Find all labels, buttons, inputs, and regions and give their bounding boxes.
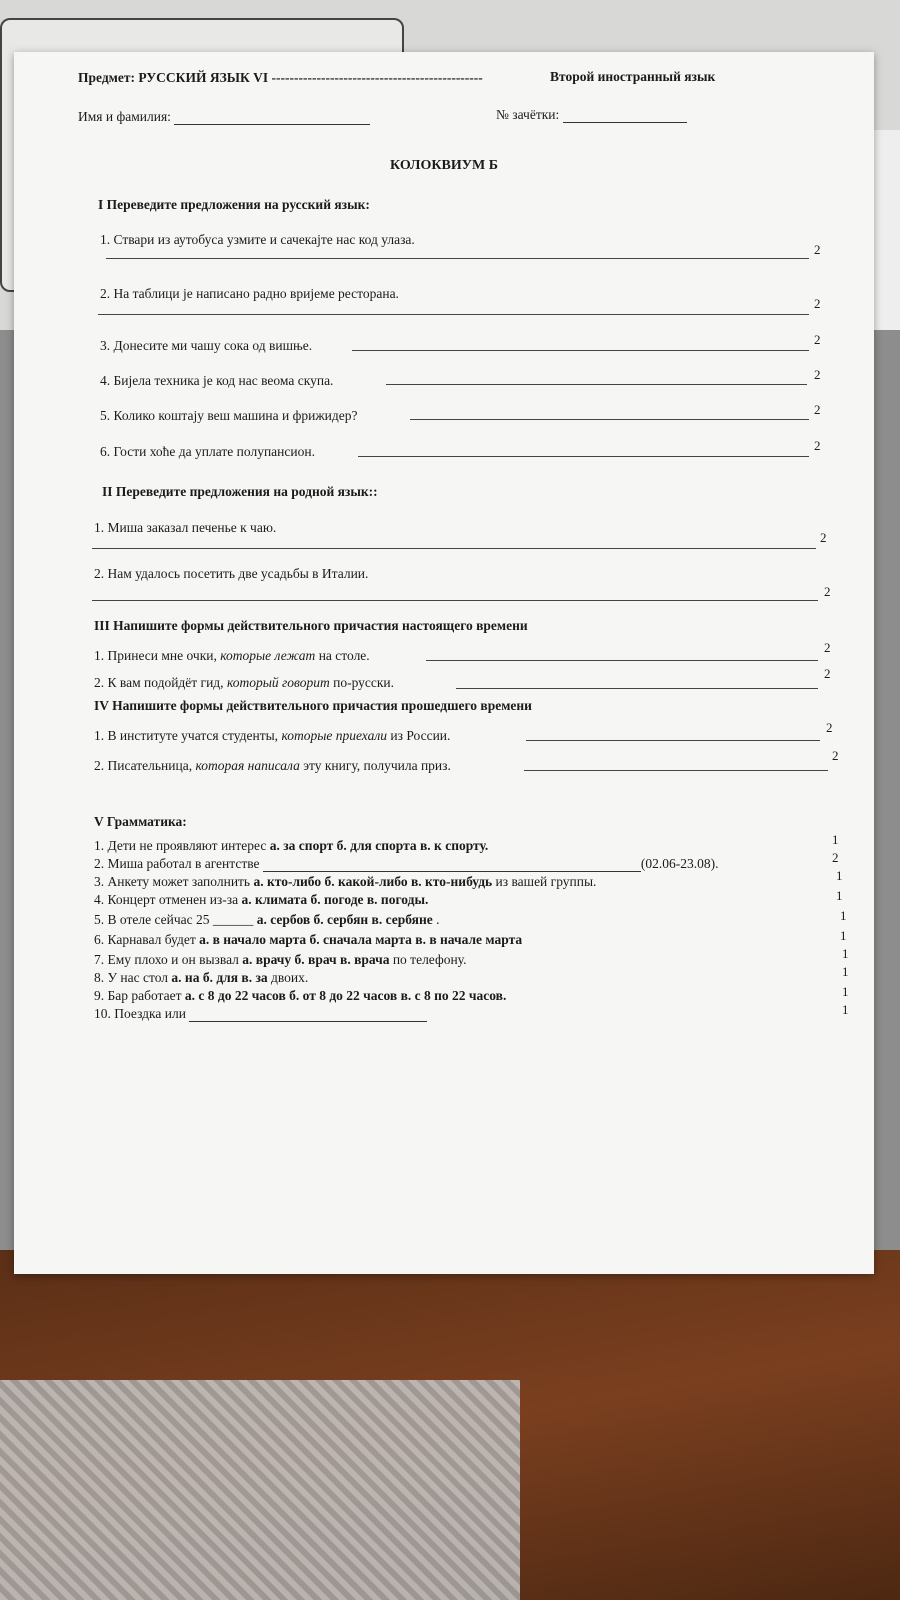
g-item-3-tail: из вашей группы. xyxy=(492,874,597,889)
g-item-1 xyxy=(94,838,488,854)
s1-item-1: 1. Ствари из аутобуса узмите и сачекајте нас код улаза. xyxy=(100,232,415,247)
s1-answer-line-4[interactable] xyxy=(386,384,807,385)
s4-item-1 xyxy=(94,728,450,744)
g-item-2 xyxy=(94,856,719,872)
g-item-7-tail: по телефону. xyxy=(389,952,467,967)
g-item-2-text: 2. Миша работал в агентстве xyxy=(94,856,263,871)
g-item-6 xyxy=(94,932,522,948)
background-cloth xyxy=(0,1380,520,1600)
s1-item-2: 2. На таблици је написано радно вријеме ресторана. xyxy=(100,286,399,301)
g-item-5-tail: . xyxy=(432,912,440,927)
g-item-3 xyxy=(94,874,596,890)
s4-item-1-pre: 1. В институте учатся студенты, xyxy=(94,728,282,743)
s1-item-4: 4. Бијела техника је код нас веома скупа. xyxy=(100,373,334,388)
id-field[interactable] xyxy=(563,122,687,123)
g-score-2: 2 xyxy=(832,850,839,865)
section5-heading: V Грамматика: xyxy=(94,814,187,829)
s3-answer-line-1[interactable] xyxy=(426,660,818,661)
name-label: Имя и фамилия: xyxy=(78,109,171,124)
section1-heading: I Переведите предложения на русский язык: xyxy=(98,197,370,212)
s1-answer-line-5[interactable] xyxy=(410,419,809,420)
s2-score-1: 2 xyxy=(820,530,827,545)
id-row xyxy=(496,107,687,123)
g-item-8 xyxy=(94,970,308,986)
section4-heading: IV Напишите формы действительного причастия прошедшего времени xyxy=(94,698,532,713)
g-score-7: 1 xyxy=(842,946,849,961)
g-item-5 xyxy=(94,912,440,928)
g-item-3-text: 3. Анкету может заполнить xyxy=(94,874,254,889)
g-item-1-text: 1. Дети не проявляют интерес xyxy=(94,838,270,853)
g-item-1-options[interactable]: а. за спорт б. для спорта в. к спорту. xyxy=(269,838,489,853)
name-field[interactable] xyxy=(174,124,370,125)
second-language-label: Второй иностранный язык xyxy=(550,69,716,84)
s3-item-1-pre: 1. Принеси мне очки, xyxy=(94,648,221,663)
s2-item-2: 2. Нам удалось посетить две усадьбы в Италии. xyxy=(94,566,369,581)
g-item-3-options[interactable]: а. кто-либо б. какой-либо в. кто-нибудь xyxy=(253,874,493,889)
s1-score-4: 2 xyxy=(814,367,821,382)
s1-item-5: 5. Колико коштају веш машина и фрижидер? xyxy=(100,408,358,423)
g-item-2-dates: (02.06-23.08). xyxy=(640,856,719,871)
s3-item-2-italic: который говорит xyxy=(226,675,330,690)
g-item-9-options[interactable]: а. с 8 до 22 часов б. от 8 до 22 часов в. с 8 по 22 часов. xyxy=(184,988,507,1003)
s3-score-1: 2 xyxy=(824,640,831,655)
g-item-7 xyxy=(94,952,466,968)
g-item-9-text: 9. Бар работает xyxy=(94,988,185,1003)
g-item-10-text: 10. Поездка или xyxy=(94,1006,190,1021)
section2-heading: II Переведите предложения на родной язык:: xyxy=(102,484,378,499)
s1-score-3: 2 xyxy=(814,332,821,347)
g-item-7-text: 7. Ему плохо и он вызвал xyxy=(94,952,243,967)
g-score-5: 1 xyxy=(840,908,847,923)
s2-answer-line-2[interactable] xyxy=(92,600,818,601)
g-score-1: 1 xyxy=(832,832,839,847)
s1-answer-line-1[interactable] xyxy=(106,258,809,259)
g-item-6-text: 6. Карнавал будет xyxy=(94,932,200,947)
s4-item-1-italic: которые приехали xyxy=(281,728,388,743)
g-item-10 xyxy=(94,1006,427,1022)
s4-answer-line-2[interactable] xyxy=(524,770,828,771)
g-score-10: 1 xyxy=(842,1002,849,1017)
g-answer-line-10[interactable] xyxy=(189,1021,427,1022)
g-item-8-text: 8. У нас стол xyxy=(94,970,172,985)
s4-score-2: 2 xyxy=(832,748,839,763)
s4-item-2-pre: 2. Писательница, xyxy=(94,758,196,773)
g-score-9: 1 xyxy=(842,984,849,999)
g-score-4: 1 xyxy=(836,888,843,903)
s3-item-1-post: на столе. xyxy=(315,648,370,663)
s4-item-1-post: из России. xyxy=(387,728,451,743)
s1-score-1: 2 xyxy=(814,242,821,257)
s1-answer-line-2[interactable] xyxy=(98,314,809,315)
g-item-4-options[interactable]: а. климата б. погоде в. погоды. xyxy=(241,892,429,907)
s2-item-1: 1. Миша заказал печенье к чаю. xyxy=(94,520,277,535)
s3-item-2 xyxy=(94,675,394,691)
s3-score-2: 2 xyxy=(824,666,831,681)
s1-score-6: 2 xyxy=(814,438,821,453)
g-item-7-options[interactable]: а. врачу б. врач в. врача xyxy=(242,952,390,967)
s2-answer-line-1[interactable] xyxy=(92,548,816,549)
g-score-8: 1 xyxy=(842,964,849,979)
s4-item-2-post: эту книгу, получила приз. xyxy=(299,758,451,773)
s1-answer-line-6[interactable] xyxy=(358,456,809,457)
exam-sheet xyxy=(14,52,874,1274)
s4-answer-line-1[interactable] xyxy=(526,740,820,741)
g-item-4 xyxy=(94,892,428,908)
s3-item-2-post: по-русски. xyxy=(329,675,395,690)
s1-item-3: 3. Донесите ми чашу сока од вишње. xyxy=(100,338,313,353)
g-score-6: 1 xyxy=(840,928,847,943)
g-item-9 xyxy=(94,988,506,1004)
s4-item-2 xyxy=(94,758,451,774)
s1-score-5: 2 xyxy=(814,402,821,417)
g-item-8-options[interactable]: а. на б. для в. за xyxy=(171,970,268,985)
s1-item-6: 6. Гости хоће да уплате полупансион. xyxy=(100,444,315,459)
section3-heading: III Напишите формы действительного причастия настоящего времени xyxy=(94,618,528,633)
s3-item-1 xyxy=(94,648,370,664)
g-item-5-text: 5. В отеле сейчас 25 ______ xyxy=(94,912,257,927)
page-title: КОЛОКВИУМ Б xyxy=(390,158,498,173)
s3-item-1-italic: которые лежат xyxy=(220,648,316,663)
g-item-5-options[interactable]: а. сербов б. сербян в. сербяне xyxy=(256,912,433,927)
g-answer-line-2[interactable] xyxy=(263,871,641,872)
g-item-6-options[interactable]: а. в начало марта б. сначала марта в. в начале марта xyxy=(199,932,523,947)
subject-label: Предмет: РУССКИЙ ЯЗЫК VI ----------------------------------------------- xyxy=(78,70,483,85)
s4-item-2-italic: которая написала xyxy=(195,758,300,773)
s1-answer-line-3[interactable] xyxy=(352,350,809,351)
g-item-4-text: 4. Концерт отменен из-за xyxy=(94,892,242,907)
s3-item-2-pre: 2. К вам подойдёт гид, xyxy=(94,675,227,690)
s2-score-2: 2 xyxy=(824,584,831,599)
g-score-3: 1 xyxy=(836,868,843,883)
id-label: № зачётки: xyxy=(496,107,560,122)
s4-score-1: 2 xyxy=(826,720,833,735)
s3-answer-line-2[interactable] xyxy=(456,688,818,689)
name-row xyxy=(78,109,370,125)
s1-score-2: 2 xyxy=(814,296,821,311)
g-item-8-tail: двоих. xyxy=(267,970,309,985)
